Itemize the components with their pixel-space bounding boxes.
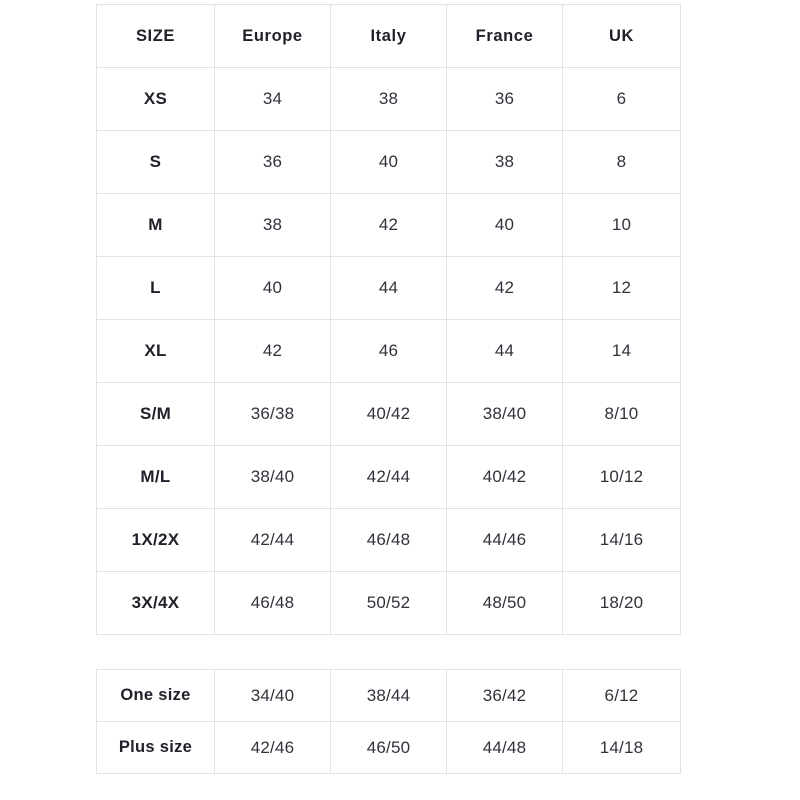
cell-italy: 44 [331, 257, 447, 320]
cell-uk: 10/12 [563, 446, 681, 509]
cell-uk: 14/18 [563, 722, 681, 774]
cell-europe: 34 [215, 68, 331, 131]
table-row [97, 320, 681, 383]
cell-europe: 34/40 [215, 670, 331, 722]
cell-france: 44/48 [447, 722, 563, 774]
cell-france: 36/42 [447, 670, 563, 722]
row-label: XL [97, 320, 215, 383]
cell-italy: 42 [331, 194, 447, 257]
cell-europe: 38 [215, 194, 331, 257]
one-size-table-body [97, 670, 681, 774]
row-label: M/L [97, 446, 215, 509]
cell-uk: 18/20 [563, 572, 681, 635]
cell-italy: 46 [331, 320, 447, 383]
column-header-france: France [447, 5, 563, 68]
cell-italy: 42/44 [331, 446, 447, 509]
size-conversion-table [96, 4, 681, 635]
cell-uk: 8/10 [563, 383, 681, 446]
cell-france: 44/46 [447, 509, 563, 572]
table-row [97, 257, 681, 320]
column-header-europe: Europe [215, 5, 331, 68]
cell-france: 36 [447, 68, 563, 131]
cell-uk: 14 [563, 320, 681, 383]
table-body [97, 68, 681, 635]
cell-france: 40 [447, 194, 563, 257]
cell-europe: 42/44 [215, 509, 331, 572]
cell-france: 44 [447, 320, 563, 383]
table-row [97, 722, 681, 774]
cell-europe: 42/46 [215, 722, 331, 774]
table-row [97, 670, 681, 722]
table-row [97, 509, 681, 572]
cell-uk: 6/12 [563, 670, 681, 722]
row-label: Plus size [97, 722, 215, 774]
table-row [97, 194, 681, 257]
cell-italy: 50/52 [331, 572, 447, 635]
table-row [97, 131, 681, 194]
cell-italy: 46/48 [331, 509, 447, 572]
cell-italy: 38/44 [331, 670, 447, 722]
cell-italy: 38 [331, 68, 447, 131]
cell-france: 38/40 [447, 383, 563, 446]
one-size-table [96, 669, 681, 774]
cell-france: 42 [447, 257, 563, 320]
cell-europe: 40 [215, 257, 331, 320]
cell-uk: 12 [563, 257, 681, 320]
cell-france: 38 [447, 131, 563, 194]
cell-uk: 8 [563, 131, 681, 194]
cell-france: 40/42 [447, 446, 563, 509]
cell-europe: 38/40 [215, 446, 331, 509]
column-header-italy: Italy [331, 5, 447, 68]
column-header-size: SIZE [97, 5, 215, 68]
row-label: One size [97, 670, 215, 722]
cell-france: 48/50 [447, 572, 563, 635]
cell-italy: 40/42 [331, 383, 447, 446]
row-label: XS [97, 68, 215, 131]
tables-container [96, 4, 680, 774]
row-label: S [97, 131, 215, 194]
row-label: L [97, 257, 215, 320]
cell-uk: 14/16 [563, 509, 681, 572]
table-row [97, 68, 681, 131]
cell-europe: 36 [215, 131, 331, 194]
cell-italy: 40 [331, 131, 447, 194]
cell-italy: 46/50 [331, 722, 447, 774]
table-row [97, 446, 681, 509]
cell-uk: 6 [563, 68, 681, 131]
table-row [97, 572, 681, 635]
row-label: 3X/4X [97, 572, 215, 635]
table-header-row [97, 5, 681, 68]
cell-uk: 10 [563, 194, 681, 257]
table-header [97, 5, 681, 68]
cell-europe: 36/38 [215, 383, 331, 446]
table-row [97, 383, 681, 446]
table-divider-space [96, 635, 680, 669]
cell-europe: 42 [215, 320, 331, 383]
column-header-uk: UK [563, 5, 681, 68]
row-label: M [97, 194, 215, 257]
cell-europe: 46/48 [215, 572, 331, 635]
row-label: S/M [97, 383, 215, 446]
row-label: 1X/2X [97, 509, 215, 572]
